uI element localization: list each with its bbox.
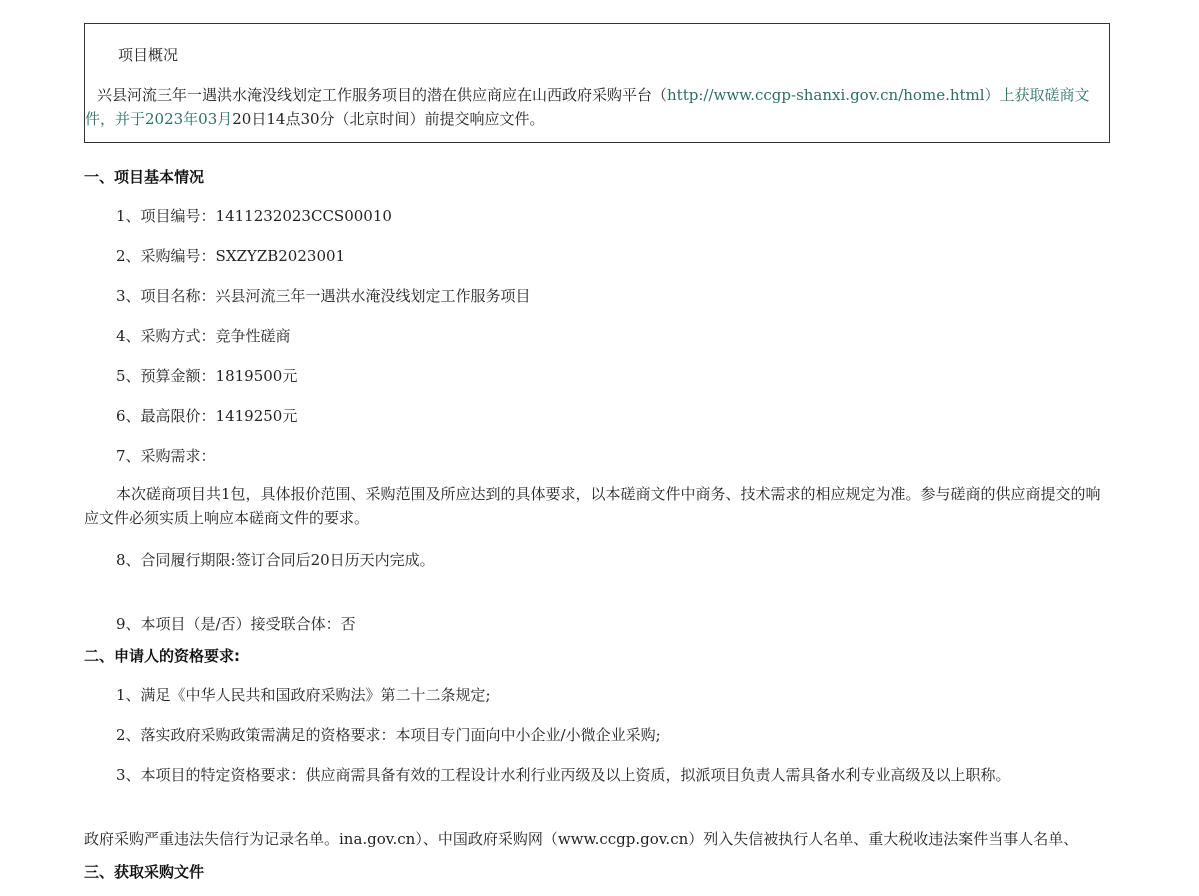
overview-text-lead: 兴县河流三年一遇洪水淹没线划定工作服务项目的潜在供应商应在山西政府采购平台（ (97, 86, 668, 104)
item-project-name: 3、项目名称：兴县河流三年一遇洪水淹没线划定工作服务项目 (116, 287, 531, 305)
project-overview-box (84, 23, 1110, 143)
qualification-item-2: 2、落实政府采购政策需满足的资格要求：本项目专门面向中小企业/小微企业采购; (116, 726, 661, 744)
item-project-number: 1、项目编号：1411232023CCS00010 (116, 207, 392, 225)
platform-link[interactable]: http://www.ccgp-shanxi.gov.cn/home.html）上获取磋商文件，并于2023年03月 (85, 86, 1090, 128)
item-procurement-method: 4、采购方式：竞争性磋商 (116, 327, 291, 345)
qualification-item-3: 3、本项目的特定资格要求：供应商需具备有效的工程设计水利行业丙级及以上资质，拟派项目负责人需具备水利专业高级及以上职称。 (116, 766, 1011, 784)
item-budget: 5、预算金额：1819500元 (116, 367, 298, 385)
section-heading-basic-info: 一、项目基本情况 (84, 168, 205, 186)
item-procurement-requirement: 7、采购需求： (116, 447, 216, 465)
overlapping-text-line: 政府采购严重违法失信行为记录名单。ina.gov.cn）、中国政府采购网（www.ccgp.gov.cn）列入失信被执行人名单、重大税收违法案件当事人名单、 (84, 830, 1079, 848)
section-heading-qualifications: 二、申请人的资格要求: (84, 647, 240, 665)
requirement-paragraph: 本次磋商项目共1包，具体报价范围、采购范围及所应达到的具体要求，以本磋商文件中商务、技术需求的相应规定为准。参与磋商的供应商提交的响应文件必须实质上响应本磋商文件的要求。 (84, 485, 1101, 527)
qualification-item-1: 1、满足《中华人民共和国政府采购法》第二十二条规定; (116, 686, 491, 704)
item-consortium: 9、本项目（是/否）接受联合体：否 (116, 615, 356, 633)
overview-title: 项目概况 (118, 46, 179, 64)
section-heading-obtain-documents: 三、获取采购文件 (84, 863, 205, 881)
overview-text-tail: 20日14点30分（北京时间）前提交响应文件。 (232, 110, 545, 128)
overview-text (85, 83, 1101, 131)
item-contract-term: 8、合同履行期限:签订合同后20日历天内完成。 (116, 551, 435, 569)
item-procurement-number: 2、采购编号：SXZYZB2023001 (116, 247, 346, 265)
item-max-price: 6、最高限价：1419250元 (116, 407, 298, 425)
